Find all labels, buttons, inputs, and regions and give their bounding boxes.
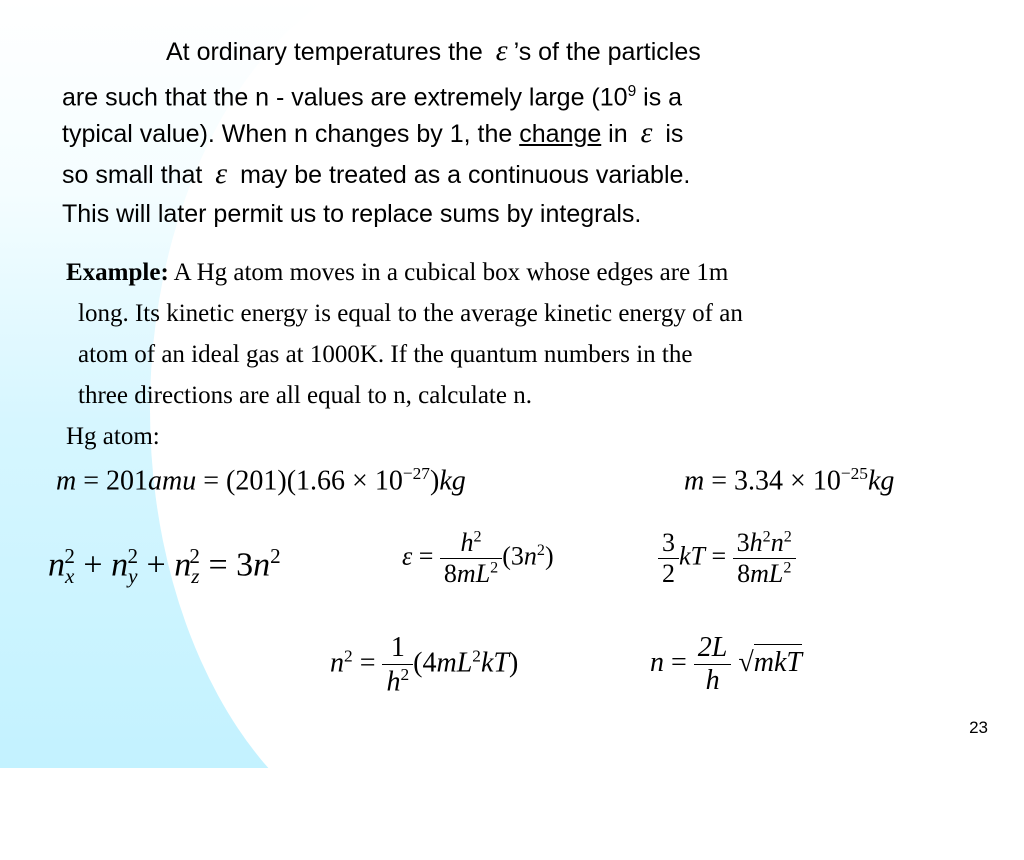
intro-line-3 <box>62 112 962 153</box>
math-text: = <box>705 541 733 571</box>
math-text: = 201 <box>76 465 149 497</box>
math-sub: y <box>128 564 138 589</box>
math-exp: 2 <box>783 559 792 577</box>
math-var: n <box>650 646 664 678</box>
math-unit: kg <box>867 465 895 497</box>
math-sub: z <box>191 564 200 589</box>
equation-n-result <box>650 632 802 697</box>
example-line-1 <box>66 252 996 293</box>
intro-text: At ordinary temperatures the <box>166 38 483 66</box>
example-line-4: three directions are all equal to n, calculate n. <box>78 382 532 409</box>
math-unit: kg <box>439 465 466 497</box>
math-text: + <box>138 546 175 584</box>
intro-line-4 <box>62 153 962 194</box>
intro-text: are such that the n - values are extremely large (10 <box>62 83 628 112</box>
math-var: h <box>749 528 763 557</box>
math-exp: 2 <box>400 665 410 684</box>
math-exp: −27 <box>402 464 430 483</box>
exponent: 9 <box>627 83 637 100</box>
example-label: Example: <box>66 259 169 286</box>
math-var: n <box>330 647 344 679</box>
math-text: 3 <box>736 528 750 557</box>
math-text: (4 <box>413 647 437 679</box>
fraction <box>658 528 679 589</box>
math-exp: 2 <box>64 544 75 568</box>
fraction-numerator: 1 <box>382 632 413 665</box>
math-exp: 2 <box>270 544 281 568</box>
example-line-3: atom of an ideal gas at 1000K. If the quantum numbers in the <box>78 341 693 368</box>
math-exp: 2 <box>536 541 545 559</box>
fraction-numerator <box>733 528 796 559</box>
fraction-denominator <box>733 559 796 589</box>
math-var: kT <box>679 541 705 571</box>
math-text: = <box>412 541 440 571</box>
math-var: n <box>174 546 192 584</box>
intro-paragraph <box>62 30 962 235</box>
math-var: n <box>253 546 271 584</box>
math-exp: 2 <box>189 544 200 568</box>
equation-mass-amu <box>56 464 466 497</box>
intro-text: may be treated as a continuous variable. <box>240 161 691 189</box>
math-text: + <box>74 546 112 584</box>
sqrt-radicand: mkT <box>754 644 802 679</box>
page-number: 23 <box>969 718 988 737</box>
math-var: n <box>523 541 537 571</box>
math-exp: 2 <box>490 559 499 577</box>
math-text: 8 <box>443 559 457 588</box>
math-var: m <box>684 465 705 497</box>
math-sub: x <box>65 564 75 589</box>
math-var: ε <box>402 541 413 571</box>
math-var: h <box>460 528 474 557</box>
fraction-denominator: 2 <box>662 559 675 588</box>
fraction <box>382 632 413 698</box>
equation-mass-kg <box>684 464 894 497</box>
math-var: n <box>111 546 129 584</box>
fraction-numerator: 2L <box>694 632 732 665</box>
intro-line-5: This will later permit us to replace sums by integrals. <box>62 200 642 228</box>
math-text: = <box>352 647 383 679</box>
math-var: h <box>386 666 401 698</box>
math-text: ) <box>508 647 519 679</box>
math-exp: 2 <box>127 544 138 568</box>
equation-kinetic <box>658 528 796 589</box>
math-var: mL <box>456 559 491 588</box>
fraction <box>733 528 796 589</box>
intro-line-1 <box>62 30 962 71</box>
intro-text: is <box>665 120 684 148</box>
equation-n-squared <box>330 632 518 698</box>
math-text: ) <box>544 541 554 571</box>
intro-text: ’s of the particles <box>513 38 701 66</box>
underlined-word: change <box>519 120 602 148</box>
math-var: mL <box>436 647 473 679</box>
example-text: A Hg atom moves in a cubical box whose edges are 1m <box>168 259 729 286</box>
hg-atom-label: Hg atom: <box>66 423 160 450</box>
sqrt-sign-icon: √ <box>738 646 754 678</box>
fraction-denominator: h <box>705 665 720 696</box>
math-exp: −25 <box>840 464 868 483</box>
epsilon-symbol: ε <box>495 34 508 67</box>
math-var: kT <box>480 647 509 679</box>
math-text: = (201)(1.66 × 10 <box>196 465 403 497</box>
math-text: = 3 <box>199 546 254 584</box>
math-text: ) <box>429 465 440 497</box>
fraction-denominator <box>440 559 502 589</box>
equation-energy <box>402 528 554 589</box>
math-var: amu <box>148 465 197 497</box>
math-exp: 2 <box>472 646 481 666</box>
math-var: mL <box>750 559 784 588</box>
epsilon-symbol: ε <box>640 116 653 149</box>
fraction-numerator <box>440 528 502 559</box>
fraction <box>440 528 502 589</box>
math-exp: 2 <box>344 646 353 666</box>
math-exp: 2 <box>473 528 482 546</box>
math-text: = <box>664 646 694 678</box>
math-exp: 2 <box>762 528 771 546</box>
fraction <box>694 632 732 697</box>
math-text: 8 <box>737 559 751 588</box>
fraction-denominator <box>382 665 413 698</box>
example-block <box>66 252 996 457</box>
math-text: (3 <box>502 541 524 571</box>
math-var: n <box>770 528 784 557</box>
intro-text: is a <box>636 83 683 112</box>
intro-text: in <box>601 120 628 148</box>
intro-line-2 <box>62 71 962 112</box>
math-var: m <box>56 465 77 497</box>
intro-text: so small that <box>62 161 203 189</box>
math-exp: 2 <box>783 528 792 546</box>
math-text: = 3.34 × 10 <box>704 465 841 497</box>
intro-text: typical value). When n changes by 1, the <box>62 120 520 148</box>
epsilon-symbol: ε <box>215 157 228 190</box>
equation-quantum-sum <box>48 544 281 589</box>
math-var: n <box>48 546 65 584</box>
example-line-2: long. Its kinetic energy is equal to the average kinetic energy of an <box>78 300 743 327</box>
fraction-numerator: 3 <box>658 528 679 559</box>
